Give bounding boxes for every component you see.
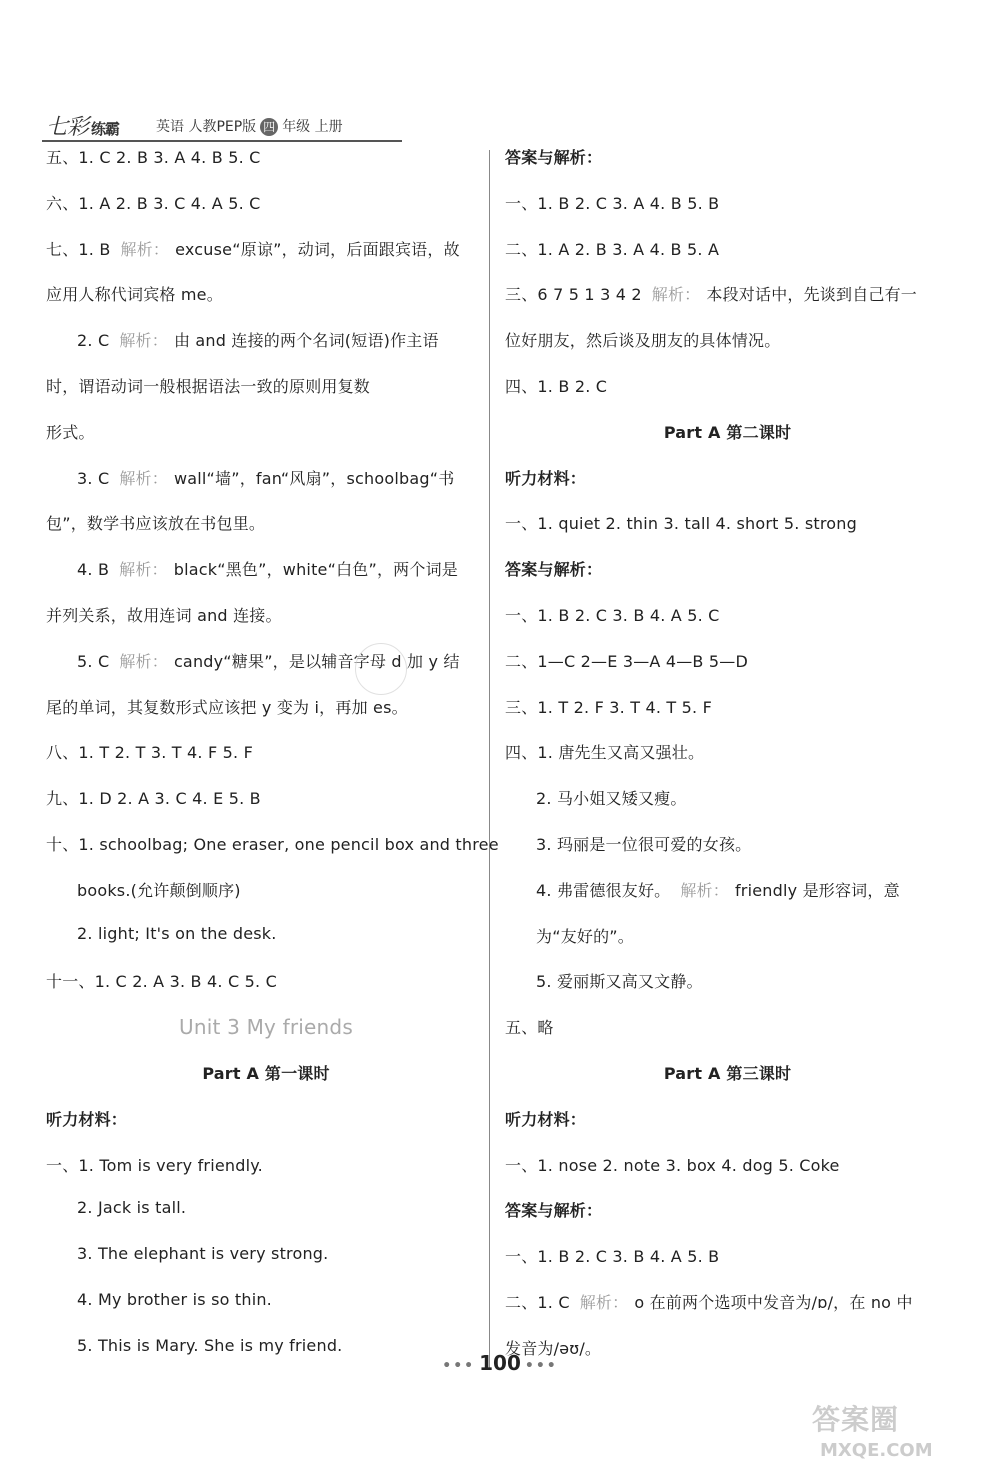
answer-text: 一、1. B 2. C 3. B 4. A 5. B bbox=[505, 1247, 720, 1267]
answer-text: 3. C bbox=[77, 468, 110, 488]
answer-text: 时，谓语动词一般根据语法一致的原则用复数 bbox=[46, 377, 371, 396]
answer-text: 2. 马小姐又矮又瘦。 bbox=[536, 789, 687, 809]
answer-line bbox=[46, 695, 408, 718]
answer-text: 三、6 7 5 1 3 4 2 bbox=[505, 285, 642, 305]
answer-line bbox=[46, 1198, 186, 1217]
answer-text: 为“友好的”。 bbox=[536, 926, 634, 946]
answer-text: 位好朋友，然后谈及朋友的具体情况。 bbox=[505, 331, 781, 351]
site-watermark-url: MXQE.COM bbox=[820, 1440, 933, 1461]
answer-line bbox=[505, 557, 602, 580]
answer-line bbox=[46, 282, 223, 305]
answer-text: 六、1. A 2. B 3. C 4. A 5. C bbox=[46, 193, 261, 213]
answer-line bbox=[505, 740, 704, 763]
answer-line bbox=[505, 1290, 913, 1313]
explanation-label: 解析： bbox=[680, 880, 729, 900]
answer-line bbox=[505, 969, 703, 992]
answer-line bbox=[46, 511, 265, 534]
answer-text: 十一、1. C 2. A 3. B 4. C 5. C bbox=[46, 972, 277, 992]
explanation-label: 解析： bbox=[579, 1293, 629, 1312]
answer-line bbox=[505, 511, 857, 534]
answer-line bbox=[46, 145, 261, 168]
answer-text: 一、1. quiet 2. thin 3. tall 4. short 5. strong bbox=[505, 514, 857, 534]
answer-text: 3. The elephant is very strong. bbox=[77, 1244, 329, 1264]
answer-text: 十、1. schoolbag; One eraser, one pencil box and three bbox=[46, 835, 499, 854]
answer-text: 4. 弗雷德很友好。 bbox=[536, 880, 671, 900]
answer-text: 八、1. T 2. T 3. T 4. F 5. F bbox=[46, 743, 254, 763]
answer-text: 5. C bbox=[77, 651, 110, 671]
answer-text: 5. This is Mary. She is my friend. bbox=[77, 1335, 343, 1355]
answer-line bbox=[505, 832, 751, 855]
answer-text: 五、略 bbox=[505, 1018, 554, 1038]
answer-line bbox=[46, 1107, 127, 1130]
explanation-text: 由 and 连接的两个名词(短语)作主语 bbox=[173, 331, 439, 351]
answer-text: Part A 第一课时 bbox=[202, 1064, 330, 1083]
answer-text: books.(允许颠倒顺序) bbox=[77, 880, 241, 900]
answer-text: 并列关系，故用连词 and 连接。 bbox=[46, 606, 282, 625]
answer-line bbox=[46, 740, 253, 763]
explanation-label: 解析： bbox=[651, 285, 701, 305]
answer-line bbox=[505, 466, 586, 489]
answer-text: Part A 第三课时 bbox=[663, 1064, 792, 1083]
answer-line bbox=[46, 603, 282, 626]
answer-text: 2. C bbox=[77, 331, 110, 351]
page-footer: ••• 100 ••• bbox=[442, 1351, 558, 1375]
grade-badge: 四 bbox=[260, 118, 278, 136]
explanation-text: friendly 是形容词，意 bbox=[734, 880, 900, 900]
answer-line bbox=[505, 786, 687, 809]
answer-line bbox=[46, 878, 241, 901]
answer-text: 包”，数学书应该放在书包里。 bbox=[46, 514, 266, 534]
answer-text: 发音为/əʊ/。 bbox=[505, 1338, 602, 1358]
answer-text: 九、1. D 2. A 3. C 4. E 5. B bbox=[46, 789, 261, 809]
answer-line bbox=[505, 282, 917, 305]
page-number: 100 bbox=[479, 1351, 521, 1375]
answer-line bbox=[46, 1061, 486, 1084]
answer-text: 4. B bbox=[77, 560, 110, 580]
answer-text: Unit 3 My friends bbox=[179, 1015, 353, 1040]
explanation-text: black“黑色”，white“白色”，两个词是 bbox=[173, 560, 458, 580]
answer-line bbox=[505, 374, 607, 397]
answer-text: 5. 爱丽斯又高又文静。 bbox=[536, 972, 703, 992]
page-header bbox=[42, 108, 402, 142]
answer-line bbox=[505, 1015, 554, 1038]
answer-text: 答案与解析： bbox=[505, 1201, 603, 1221]
answer-line bbox=[505, 1107, 586, 1130]
answer-line bbox=[505, 924, 634, 947]
answer-text: Part A 第二课时 bbox=[663, 422, 792, 442]
answer-line bbox=[46, 237, 460, 260]
answer-text: 2. light; It's on the desk. bbox=[77, 923, 277, 943]
answer-line bbox=[46, 832, 499, 855]
answer-line bbox=[505, 237, 719, 260]
answer-line bbox=[46, 191, 261, 214]
answer-text: 四、1. B 2. C bbox=[505, 377, 608, 396]
site-watermark: 答案圈 bbox=[812, 1403, 900, 1436]
answer-line bbox=[505, 1198, 602, 1221]
answer-line bbox=[46, 786, 261, 809]
answer-text: 4. My brother is so thin. bbox=[77, 1290, 272, 1309]
answer-line bbox=[505, 1061, 950, 1084]
answer-line bbox=[46, 328, 439, 351]
answer-line bbox=[46, 557, 458, 580]
explanation-text: o 在前两个选项中发音为/ɒ/，在 no 中 bbox=[634, 1293, 913, 1312]
book-info: 英语 人教PEP版 四 年级 上册 bbox=[156, 119, 343, 135]
answer-line bbox=[505, 191, 719, 214]
answer-text: 形式。 bbox=[46, 422, 95, 442]
answer-line bbox=[46, 924, 277, 943]
answer-text: 应用人称代词宾格 me。 bbox=[46, 285, 223, 305]
answer-line bbox=[505, 328, 780, 351]
answer-line bbox=[505, 649, 748, 672]
stamp-watermark bbox=[355, 643, 407, 695]
answer-text: 二、1—C 2—E 3—A 4—B 5—D bbox=[505, 651, 748, 671]
answer-text: 五、1. C 2. B 3. A 4. B 5. C bbox=[46, 148, 261, 167]
answer-line bbox=[505, 145, 602, 168]
explanation-label: 解析： bbox=[119, 560, 168, 580]
answer-text: 听力材料： bbox=[46, 1109, 128, 1129]
brand-logo: 七彩 练霸 bbox=[46, 115, 120, 140]
answer-line bbox=[46, 1244, 328, 1263]
explanation-label: 解析： bbox=[119, 651, 168, 671]
answer-text: 二、1. C bbox=[505, 1293, 570, 1312]
explanation-text: wall“墙”，fan“风扇”，schoolbag“书 bbox=[173, 468, 455, 488]
answer-line bbox=[46, 420, 95, 443]
answer-line bbox=[46, 969, 277, 992]
answer-text: 答案与解析： bbox=[505, 560, 603, 580]
answer-text: 四、1. 唐先生又高又强壮。 bbox=[505, 743, 705, 763]
answer-line bbox=[505, 1153, 840, 1176]
answer-line bbox=[505, 695, 712, 718]
answer-line bbox=[505, 878, 900, 901]
answer-line bbox=[505, 603, 720, 626]
answer-text: 3. 玛丽是一位很可爱的女孩。 bbox=[536, 835, 752, 854]
answer-line bbox=[505, 420, 950, 443]
explanation-label: 解析： bbox=[119, 331, 168, 351]
answer-text: 二、1. A 2. B 3. A 4. B 5. A bbox=[505, 239, 720, 259]
answer-line bbox=[46, 1015, 486, 1039]
answer-text: 答案与解析： bbox=[505, 148, 603, 167]
answer-text: 一、1. nose 2. note 3. box 4. dog 5. Coke bbox=[505, 1155, 840, 1175]
answer-line bbox=[505, 1244, 719, 1267]
answer-text: 一、1. Tom is very friendly. bbox=[46, 1155, 263, 1175]
answer-text: 一、1. B 2. C 3. A 4. B 5. B bbox=[505, 193, 720, 213]
answer-text: 听力材料： bbox=[505, 1109, 587, 1129]
answer-text: 尾的单词，其复数形式应该把 y 变为 i，再加 es。 bbox=[46, 697, 408, 717]
answer-text: 三、1. T 2. F 3. T 4. T 5. F bbox=[505, 697, 713, 717]
explanation-text: 本段对话中，先谈到自己有一 bbox=[706, 285, 917, 305]
answer-text: 2. Jack is tall. bbox=[77, 1198, 187, 1218]
explanation-text: candy“糖果”，是以辅音字母 d 加 y 结 bbox=[173, 651, 460, 671]
answer-line bbox=[46, 1153, 263, 1176]
answer-line bbox=[46, 1290, 272, 1309]
column-divider bbox=[489, 150, 490, 1370]
answer-text: 听力材料： bbox=[505, 468, 587, 488]
explanation-label: 解析： bbox=[119, 468, 168, 488]
explanation-text: excuse“原谅”，动词，后面跟宾语，故 bbox=[175, 239, 460, 259]
explanation-label: 解析： bbox=[120, 239, 170, 259]
answer-text: 七、1. B bbox=[46, 239, 111, 259]
answer-line bbox=[46, 466, 454, 489]
answer-text: 一、1. B 2. C 3. B 4. A 5. C bbox=[505, 606, 720, 625]
answer-line bbox=[46, 374, 370, 397]
